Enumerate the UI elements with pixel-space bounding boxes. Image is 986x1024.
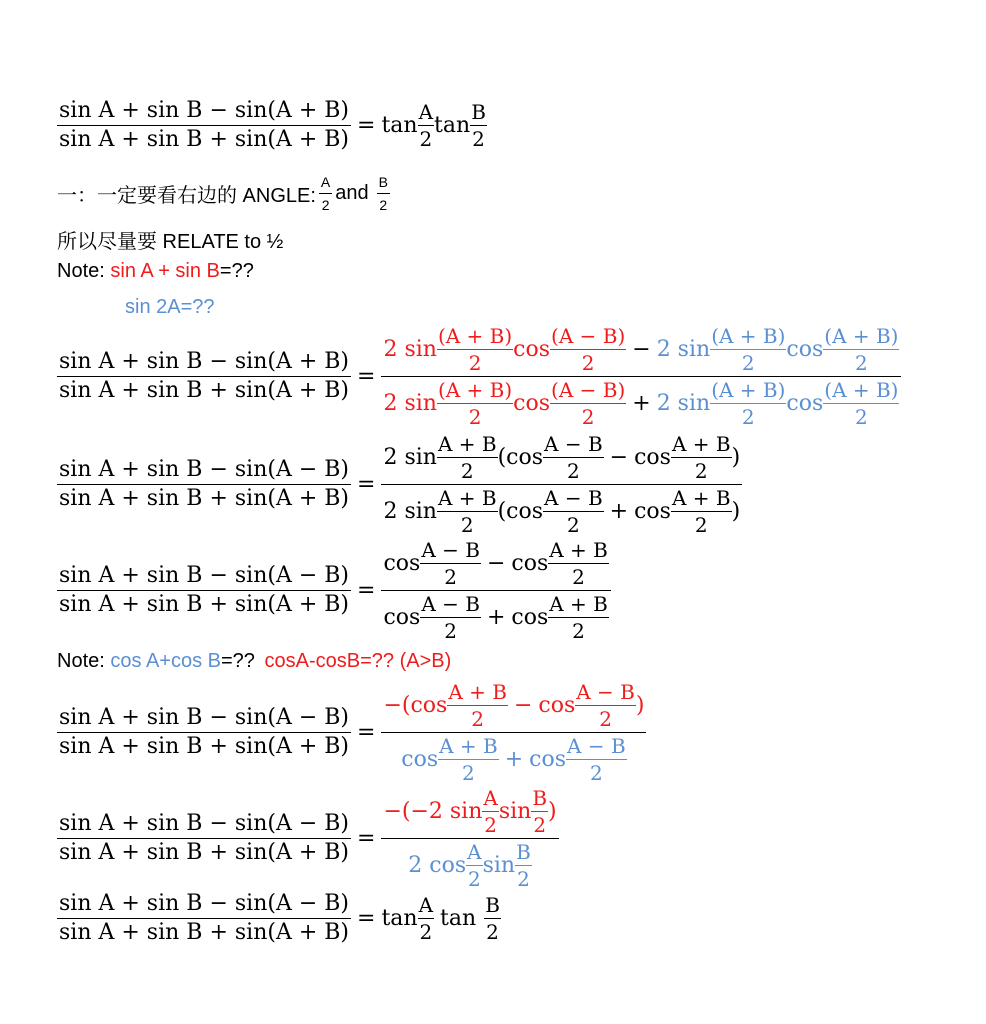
term-cos: cos: [786, 336, 824, 362]
lhs-fraction: [57, 459, 351, 510]
equals-sign: =: [357, 905, 376, 931]
half-b-fraction: [470, 102, 487, 149]
equals-sign: =: [357, 577, 376, 603]
term-2sin: 2 sin: [656, 390, 711, 416]
term-cos: cos: [511, 604, 549, 630]
equals-sign: =: [357, 825, 376, 851]
equals-sign: =: [357, 471, 376, 497]
fraction-denominator: 2: [460, 459, 474, 483]
lhs-numerator: sin A + sin B − sin(A − B): [57, 565, 351, 591]
fraction-denominator: 2: [517, 867, 530, 891]
apb-half: [710, 326, 786, 373]
fraction-denominator: 2: [572, 565, 585, 589]
rhs-denominator: [406, 839, 534, 889]
fraction-denominator: 2: [533, 813, 547, 837]
fraction-numerator: B: [485, 893, 500, 917]
term-cos: cos: [786, 390, 824, 416]
lhs-denominator: sin A + sin B + sin(A + B): [59, 920, 350, 945]
note-difference-of-cosines: cosA-cosB=?? (A>B): [264, 650, 452, 672]
apb-half: [823, 380, 899, 427]
fraction-numerator: A − B: [544, 486, 603, 510]
fraction-denominator: 2: [694, 513, 708, 537]
term-cos: −(cos: [383, 692, 448, 718]
fraction-numerator: (A − B): [551, 324, 626, 348]
close-paren: ): [635, 692, 645, 718]
term-2sin: 2 sin: [383, 498, 437, 524]
half-a-fraction: [319, 174, 332, 213]
amb-half: [420, 594, 481, 641]
lhs-fraction: [57, 707, 351, 758]
fraction-numerator: A + B: [671, 432, 731, 456]
amb-half: [543, 488, 604, 535]
fraction-numerator: A + B: [439, 734, 498, 758]
term-cos: cos: [634, 498, 671, 524]
half-a-fraction: [466, 842, 482, 889]
amb-half: [575, 682, 636, 729]
fraction-denominator: 2: [741, 405, 755, 429]
lhs-numerator: sin A + sin B − sin(A + B): [57, 100, 351, 126]
note-sum-of-sines: sin A + sin B: [110, 260, 220, 282]
fraction-numerator: (A + B): [824, 378, 899, 402]
term-cos: cos: [513, 390, 551, 416]
fraction-numerator: A: [418, 100, 434, 124]
note-question: =??: [221, 650, 255, 672]
fraction-denominator: 2: [471, 707, 484, 731]
equation-6: [57, 788, 559, 889]
amb-half: [550, 326, 626, 373]
rhs-fraction: [381, 326, 901, 427]
fraction-numerator: A + B: [549, 592, 608, 616]
term-sin: sin: [482, 852, 516, 878]
equation-7: [57, 893, 501, 944]
apb-half: [438, 736, 499, 783]
term-cos: cos: [511, 550, 549, 576]
rhs-denominator: [399, 733, 628, 783]
plus-sign: +: [486, 604, 506, 630]
lhs-denominator: sin A + sin B + sin(A + B): [59, 127, 350, 152]
fraction-numerator: B: [532, 786, 548, 810]
fraction-numerator: A: [319, 174, 332, 194]
lhs-denominator: sin A + sin B + sin(A + B): [59, 840, 350, 865]
apb-half: [437, 380, 513, 427]
term-2sin: −(−2 sin: [383, 798, 483, 824]
apb-half: [710, 380, 786, 427]
fraction-denominator: 2: [694, 459, 708, 483]
close-paren: ): [731, 444, 741, 470]
equals-sign: =: [357, 112, 376, 138]
fraction-numerator: (A + B): [437, 324, 513, 348]
term-2sin: 2 sin: [656, 336, 711, 362]
fraction-numerator: B: [471, 100, 486, 124]
term-2sin: 2 sin: [383, 390, 437, 416]
fraction-denominator: 2: [444, 565, 457, 589]
fraction-denominator: 2: [581, 351, 595, 375]
equals-sign: =: [357, 363, 376, 389]
fraction-denominator: 2: [419, 127, 433, 151]
note-sum-of-cosines: cos A+cos B: [110, 650, 221, 672]
half-b-fraction: [531, 788, 548, 835]
fraction-denominator: 2: [599, 707, 612, 731]
lhs-fraction: [57, 813, 351, 864]
apb-half: [823, 326, 899, 373]
equals-sign: =: [357, 719, 376, 745]
lhs-denominator: sin A + sin B + sin(A + B): [59, 734, 350, 759]
half-b-fraction: [377, 174, 390, 213]
tan-label: tan: [381, 905, 418, 931]
fraction-numerator: A − B: [544, 432, 603, 456]
amb-half: [420, 540, 481, 587]
fraction-denominator: 2: [741, 351, 755, 375]
fraction-numerator: (A + B): [824, 324, 899, 348]
half-a-fraction: [418, 895, 434, 942]
rhs-denominator: [381, 485, 742, 535]
fraction-numerator: A + B: [437, 432, 497, 456]
fraction-numerator: (A + B): [711, 378, 786, 402]
fraction-denominator: 2: [472, 127, 485, 151]
apb-half: [548, 540, 609, 587]
fraction-numerator: A − B: [576, 680, 635, 704]
rhs-numerator: [381, 682, 646, 733]
fraction-denominator: 2: [566, 513, 580, 537]
half-b-fraction: [515, 842, 532, 889]
fraction-denominator: 2: [468, 351, 482, 375]
and-word: and: [335, 182, 369, 204]
term-cos: (cos: [497, 498, 544, 524]
lhs-denominator: sin A + sin B + sin(A + B): [59, 486, 350, 511]
apb-half: [671, 434, 732, 481]
note-angle-prefix: 一：一定要看右边的 ANGLE:: [57, 185, 316, 207]
tan-label: tan: [381, 112, 418, 138]
note-label: Note:: [57, 650, 105, 672]
fraction-denominator: 2: [460, 513, 474, 537]
fraction-numerator: A: [418, 893, 434, 917]
fraction-denominator: 2: [321, 197, 330, 213]
term-cos: cos: [401, 746, 439, 772]
fraction-denominator: 2: [444, 619, 457, 643]
plus-sign: +: [632, 390, 651, 416]
rhs-denominator: [381, 591, 610, 641]
lhs-numerator: sin A + sin B − sin(A − B): [57, 893, 351, 919]
fraction-denominator: 2: [379, 197, 388, 213]
minus-sign: −: [486, 550, 506, 576]
fraction-denominator: 2: [468, 405, 482, 429]
half-a-fraction: [418, 102, 434, 149]
term-2sin: 2 sin: [383, 336, 437, 362]
apb-half: [437, 434, 498, 481]
fraction-denominator: 2: [572, 619, 585, 643]
fraction-numerator: A + B: [671, 486, 731, 510]
minus-sign: −: [513, 692, 533, 718]
apb-half: [437, 326, 513, 373]
apb-half: [548, 594, 609, 641]
minus-sign: −: [609, 444, 629, 470]
rhs-numerator: [381, 326, 901, 377]
rhs-fraction: [381, 682, 646, 783]
fraction-denominator: 2: [581, 405, 595, 429]
lhs-fraction: [57, 893, 351, 944]
term-cos: cos: [538, 692, 576, 718]
fraction-numerator: A: [483, 786, 498, 810]
amb-half: [550, 380, 626, 427]
lhs-denominator: sin A + sin B + sin(A + B): [59, 592, 350, 617]
fraction-numerator: A + B: [448, 680, 507, 704]
term-cos: cos: [513, 336, 551, 362]
fraction-numerator: A − B: [421, 592, 480, 616]
term-cos: cos: [383, 550, 421, 576]
note-angle: [57, 174, 393, 213]
fraction-numerator: (A − B): [551, 378, 626, 402]
note-relate: 所以尽量要 RELATE to ½: [57, 231, 284, 253]
equation-1: [57, 100, 487, 151]
fraction-numerator: A − B: [421, 538, 480, 562]
lhs-fraction: [57, 100, 351, 151]
term-2cos: 2 cos: [408, 852, 467, 878]
amb-half: [566, 736, 627, 783]
note-sin-2a: sin 2A=??: [125, 296, 215, 318]
equation-5: [57, 682, 646, 783]
fraction-denominator: 2: [419, 920, 433, 944]
fraction-numerator: A − B: [567, 734, 626, 758]
lhs-denominator: sin A + sin B + sin(A + B): [59, 378, 350, 403]
term-cos: cos: [383, 604, 421, 630]
amb-half: [543, 434, 604, 481]
close-paren: ): [731, 498, 741, 524]
term-cos: (cos: [497, 444, 544, 470]
half-b-fraction: [484, 895, 501, 942]
equation-3: [57, 434, 742, 535]
note-question: =??: [219, 260, 254, 282]
rhs-denominator: [381, 377, 901, 427]
fraction-denominator: 2: [462, 761, 475, 785]
term-cos: cos: [529, 746, 567, 772]
rhs-numerator: [381, 788, 558, 839]
fraction-denominator: 2: [589, 761, 603, 785]
equation-2: [57, 326, 901, 427]
rhs-fraction: [381, 434, 742, 535]
apb-half: [447, 682, 508, 729]
fraction-denominator: 2: [566, 459, 580, 483]
term-cos: cos: [634, 444, 671, 470]
close-paren: ): [548, 798, 557, 824]
half-a-fraction: [482, 788, 498, 835]
fraction-numerator: A: [467, 840, 482, 864]
rhs-fraction: [381, 540, 610, 641]
rhs-numerator: [381, 540, 610, 591]
fraction-numerator: (A + B): [437, 378, 513, 402]
term-2sin: 2 sin: [383, 444, 437, 470]
lhs-numerator: sin A + sin B − sin(A − B): [57, 813, 351, 839]
plus-sign: +: [609, 498, 629, 524]
note-1: [57, 260, 254, 283]
rhs-fraction: [381, 788, 558, 889]
fraction-numerator: A + B: [549, 538, 608, 562]
fraction-numerator: B: [516, 840, 531, 864]
term-sin: sin: [498, 798, 532, 824]
tan-label: tan: [434, 112, 471, 138]
fraction-numerator: B: [377, 174, 390, 194]
fraction-denominator: 2: [486, 920, 499, 944]
fraction-numerator: A + B: [437, 486, 497, 510]
fraction-denominator: 2: [468, 867, 481, 891]
fraction-denominator: 2: [855, 405, 868, 429]
fraction-denominator: 2: [484, 813, 497, 837]
lhs-numerator: sin A + sin B − sin(A − B): [57, 459, 351, 485]
apb-half: [671, 488, 732, 535]
plus-sign: +: [504, 746, 524, 772]
minus-sign: −: [632, 336, 651, 362]
rhs-numerator: [381, 434, 742, 485]
lhs-numerator: sin A + sin B − sin(A + B): [57, 351, 351, 377]
fraction-denominator: 2: [855, 351, 868, 375]
lhs-fraction: [57, 351, 351, 402]
apb-half: [437, 488, 498, 535]
tan-label: tan: [440, 905, 477, 931]
note-2: [57, 650, 451, 673]
lhs-numerator: sin A + sin B − sin(A − B): [57, 707, 351, 733]
equation-4: [57, 540, 611, 641]
lhs-fraction: [57, 565, 351, 616]
fraction-numerator: (A + B): [711, 324, 786, 348]
note-label: Note:: [57, 260, 105, 282]
